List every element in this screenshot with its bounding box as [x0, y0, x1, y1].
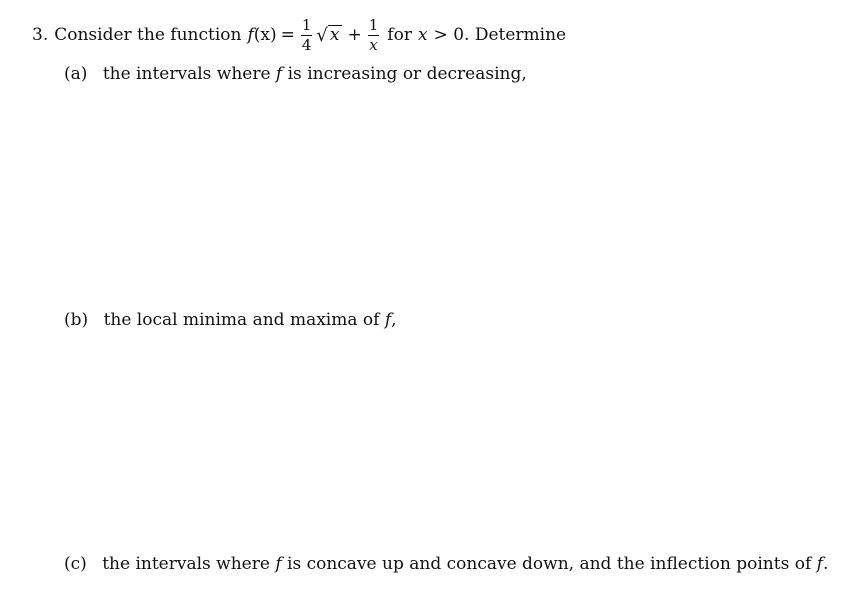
part-text: the intervals where	[102, 64, 271, 84]
part-label: (c)	[64, 554, 87, 574]
fraction-one-over-x	[368, 15, 380, 54]
problem-statement	[32, 12, 566, 58]
fraction-numerator: 1	[368, 15, 379, 34]
part-label: (a)	[64, 64, 88, 84]
function-name: f	[247, 25, 254, 45]
part-text: .	[822, 554, 829, 574]
fraction-numerator: 1	[301, 15, 312, 34]
part-label: (b)	[64, 310, 89, 330]
problem-intro: Consider the function	[54, 25, 242, 45]
function-variable: f	[384, 310, 392, 330]
part-text: is concave up and concave down, and the inflection points of	[287, 554, 812, 574]
part-text: the local minima and maxima of	[103, 310, 380, 330]
square-root	[316, 25, 341, 45]
part-text: is increasing or decreasing,	[287, 64, 527, 84]
condition-word: for	[387, 25, 412, 45]
fraction-denominator: x	[369, 35, 378, 54]
radical-icon: √	[316, 24, 328, 46]
function-variable: f	[816, 554, 823, 574]
plus-sign: +	[347, 25, 362, 45]
fraction-one-quarter	[301, 15, 313, 54]
part-text: the intervals where	[102, 554, 270, 574]
fraction-denominator: 4	[301, 35, 312, 54]
equals-sign: =	[280, 25, 295, 45]
condition-rest: > 0. Determine	[433, 25, 567, 45]
function-variable: f	[275, 554, 282, 574]
part-c	[64, 554, 828, 574]
part-b	[64, 310, 397, 330]
part-text: ,	[391, 310, 397, 330]
function-argument: (x)	[253, 25, 277, 45]
part-a	[64, 64, 527, 84]
condition-variable: x	[417, 25, 428, 45]
function-variable: f	[275, 64, 283, 84]
problem-number: 3.	[32, 25, 49, 45]
radicand: x	[329, 25, 340, 46]
